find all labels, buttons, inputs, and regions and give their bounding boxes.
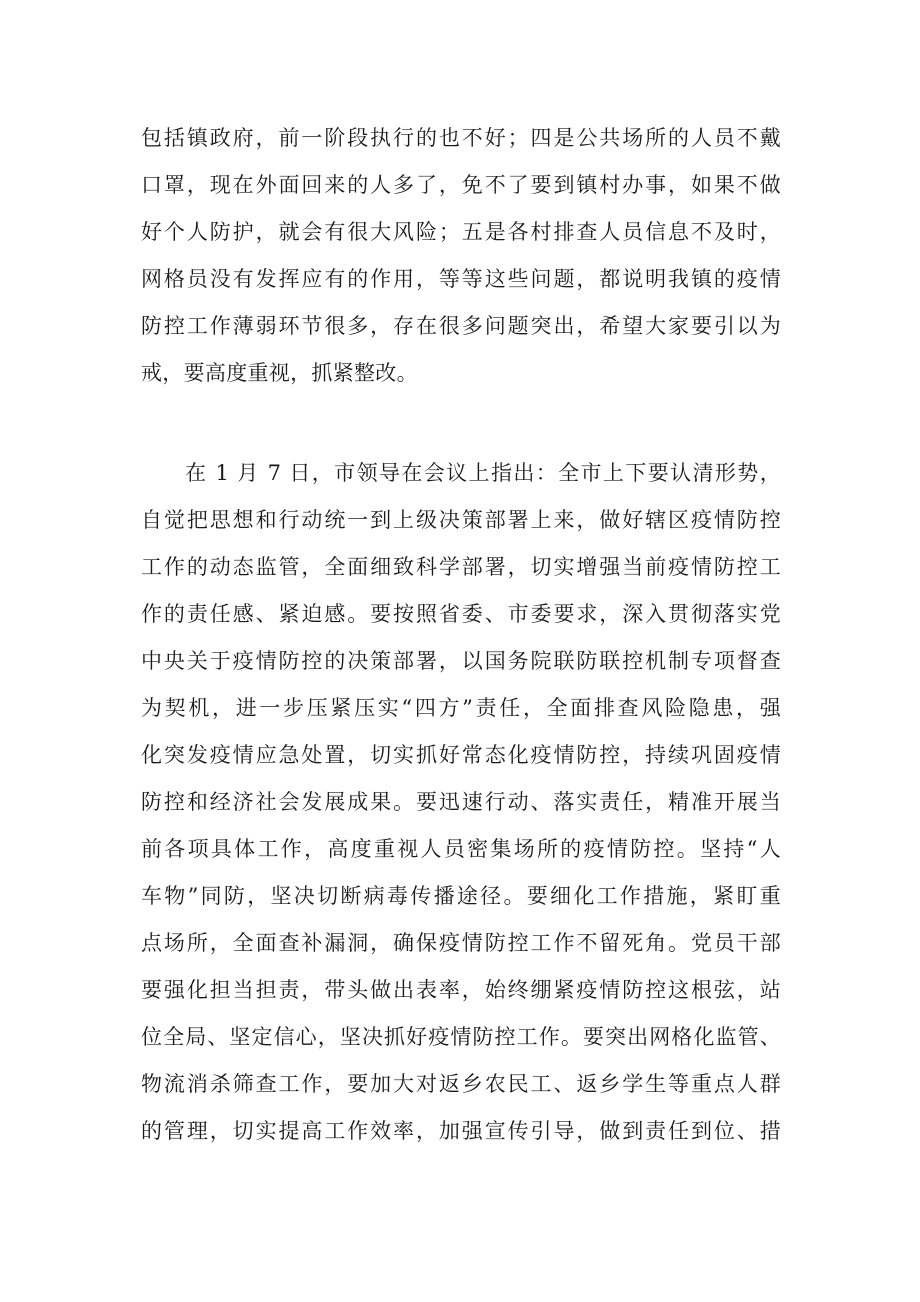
paragraph-2-line-10: 车物”同防，坚决切断病毒传播途径。要细化工作措施，紧盯重: [141, 884, 781, 908]
paragraph-2-line-6: 为契机，进一步压紧压实“四方”责任，全面排查风险隐患，强: [141, 696, 781, 720]
paragraph-2-line-4: 作的责任感、紧迫感。要按照省委、市委要求，深入贯彻落实党: [141, 602, 781, 626]
paragraph-2-line-8: 防控和经济社会发展成果。要迅速行动、落实责任，精准开展当: [141, 790, 781, 814]
paragraph-2-line-1: 在 1 月 7 日，市领导在会议上指出：全市上下要认清形势，: [185, 461, 781, 485]
paragraph-2-line-15: 的管理，切实提高工作效率，加强宣传引导，做到责任到位、措: [141, 1119, 781, 1143]
paragraph-2-line-11: 点场所，全面查补漏洞，确保疫情防控工作不留死角。党员干部: [141, 931, 781, 955]
paragraph-2-line-7: 化突发疫情应急处置，切实抓好常态化疫情防控，持续巩固疫情: [141, 743, 781, 767]
paragraph-2-line-2: 自觉把思想和行动统一到上级决策部署上来，做好辖区疫情防控: [141, 508, 781, 532]
paragraph-1-line-4: 网格员没有发挥应有的作用，等等这些问题，都说明我镇的疫情: [141, 267, 781, 291]
paragraph-1-line-3: 好个人防护，就会有很大风险；五是各村排查人员信息不及时，: [141, 220, 781, 244]
paragraph-2-line-12: 要强化担当担责，带头做出表率，始终绷紧疫情防控这根弦，站: [141, 978, 781, 1002]
paragraph-1-line-2: 口罩，现在外面回来的人多了，免不了要到镇村办事，如果不做: [141, 173, 781, 197]
paragraph-1-line-6: 戒，要高度重视，抓紧整改。: [141, 361, 418, 385]
paragraph-2-line-13: 位全局、坚定信心，坚决抓好疫情防控工作。要突出网格化监管、: [141, 1025, 781, 1049]
paragraph-2-line-9: 前各项具体工作，高度重视人员密集场所的疫情防控。坚持“人: [141, 837, 781, 861]
paragraph-2-line-14: 物流消杀筛查工作，要加大对返乡农民工、返乡学生等重点人群: [141, 1072, 781, 1096]
paragraph-2-line-5: 中央关于疫情防控的决策部署，以国务院联防联控机制专项督查: [141, 649, 781, 673]
paragraph-2-line-3: 工作的动态监管，全面细致科学部署，切实增强当前疫情防控工: [141, 555, 781, 579]
paragraph-1-line-1: 包括镇政府，前一阶段执行的也不好；四是公共场所的人员不戴: [141, 126, 781, 150]
paragraph-1-line-5: 防控工作薄弱环节很多，存在很多问题突出，希望大家要引以为: [141, 314, 781, 338]
